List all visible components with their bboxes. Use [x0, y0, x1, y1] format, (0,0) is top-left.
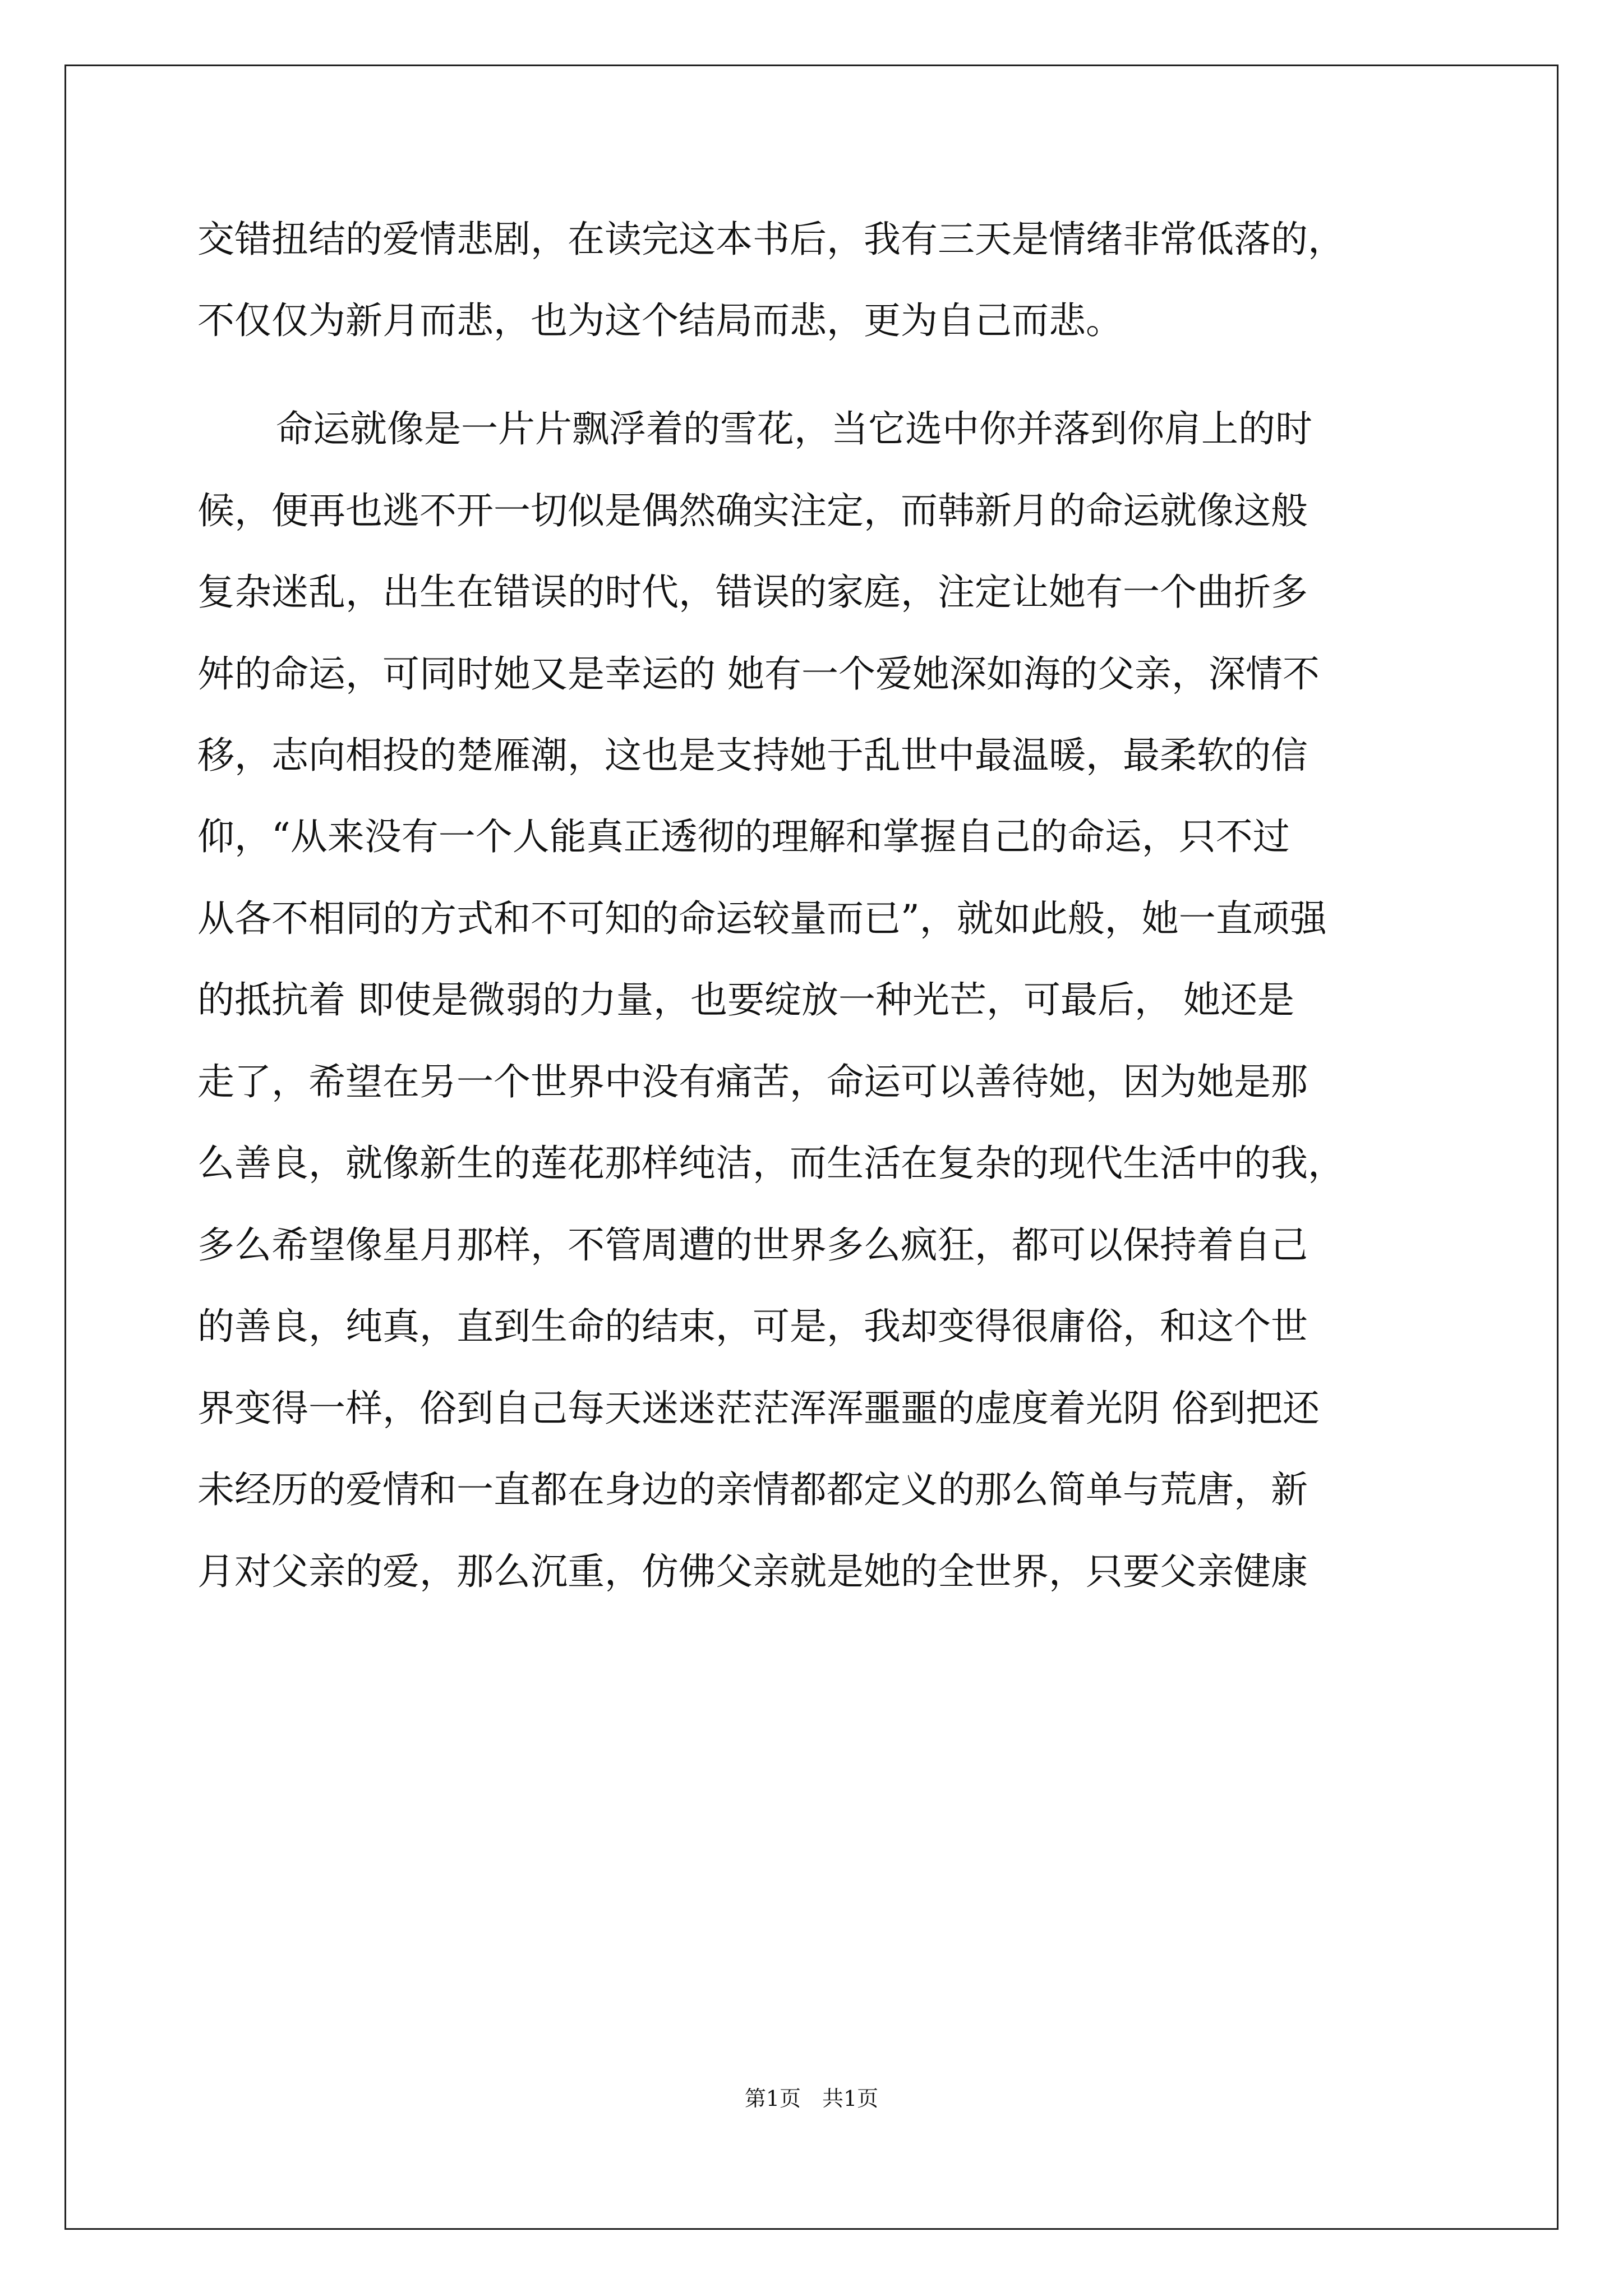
text-line: 仰，“从来没有一个人能真正透彻的理解和掌握自己的命运，只不过 [197, 815, 1290, 858]
text-line: 候，便再也逃不开一切似是偶然确实注定，而韩新月的命运就像这般 [197, 489, 1308, 532]
text-line: 不仅仅为新月而悲，也为这个结局而悲，更为自己而悲。 [197, 299, 1123, 342]
text-line: 复杂迷乱，出生在错误的时代，错误的家庭，注定让她有一个曲折多 [197, 570, 1308, 614]
text-line: 多么希望像星月那样，不管周遭的世界多么疯狂，都可以保持着自己 [197, 1223, 1308, 1267]
text-line: 交错扭结的爱情悲剧，在读完这本书后，我有三天是情绪非常低落的， [197, 218, 1345, 261]
text-line: 的抵抗着 即使是微弱的力量，也要绽放一种光芒，可最后， 她还是 [197, 978, 1294, 1022]
text-line: 从各不相同的方式和不可知的命运较量而已”，就如此般，她一直顽强 [197, 897, 1327, 940]
text-line: 界变得一样，俗到自己每天迷迷茫茫浑浑噩噩的虚度着光阴 俗到把还 [197, 1387, 1320, 1430]
text-line: 舛的命运，可同时她又是幸运的 她有一个爱她深如海的父亲，深情不 [197, 652, 1320, 696]
paragraph-first-line: 命运就像是一片片飘浮着的雪花，当它选中你并落到你肩上的时 [276, 407, 1312, 450]
page-number: 第1页 [744, 2086, 801, 2111]
text-line: 么善良，就像新生的莲花那样纯洁，而生活在复杂的现代生活中的我， [197, 1142, 1345, 1185]
text-line: 月对父亲的爱，那么沉重，仿佛父亲就是她的全世界，只要父亲健康 [197, 1550, 1308, 1593]
page-footer [0, 2085, 1623, 2113]
text-line: 走了，希望在另一个世界中没有痛苦，命运可以善待她，因为她是那 [197, 1060, 1308, 1103]
text-line: 未经历的爱情和一直都在身边的亲情都都定义的那么简单与荒唐，新 [197, 1468, 1308, 1511]
page-total: 共1页 [822, 2086, 879, 2111]
text-line: 移，志向相投的楚雁潮，这也是支持她于乱世中最温暖，最柔软的信 [197, 734, 1308, 777]
text-line: 的善良，纯真，直到生命的结束，可是，我却变得很庸俗，和这个世 [197, 1305, 1308, 1348]
